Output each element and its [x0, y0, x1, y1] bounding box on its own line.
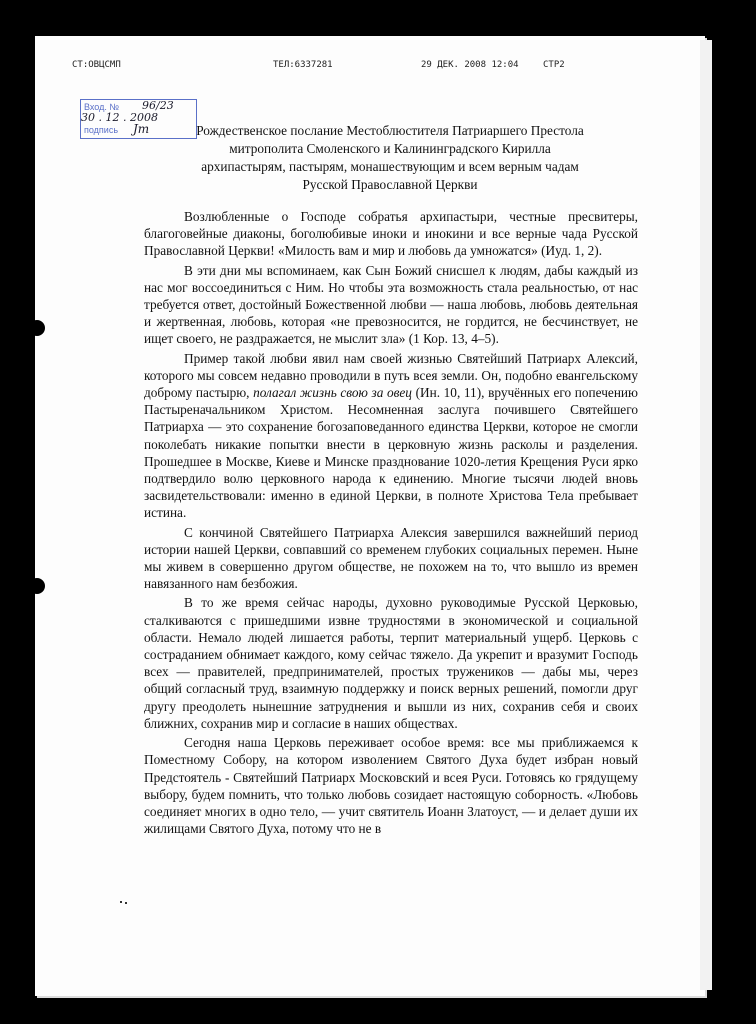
- title-line-2: митрополита Смоленского и Калининградского Кирилла: [229, 141, 551, 156]
- title-line-4: Русской Православной Церкви: [302, 177, 478, 192]
- paragraph-local-council: Сегодня наша Церковь переживает особое время: все мы приближаемся к Поместному Собору, на котором изволением Святого Духа будет избран новый Предстоятель - Святейший Патриарх Московский и всея Руси. Готовясь ко грядущему выбору, будем помнить, что только любовь созидает настоящую соборность. «Любовь соединяет многих в одно тело, — учит святитель Иоанн Златоуст, — и делает души их жилищами Святого Духа, потому что не в: [144, 735, 638, 837]
- paragraph-text: (Ин. 10, 11), вручённых его попечению Пастыреначальником Христом. Несомненная заслуга почившего Святейшего Патриарха — это сохранение богозаповеданного единства Церкви, которое не смогли поколебать никакие попытки внести в церковную жизнь расколы и разделения. Прошедшее в Москве, Киеве и Минске празднование 1020-летия Крещения Руси ярко подтвердило волю церковного народа к единению. Многие тысячи людей вновь засвидетельствовали: именно в единой Церкви, в полноте Христова Тела пребывает истина.: [144, 385, 638, 521]
- title-line-3: архипастырям, пастырям, монашествующим и всем верным чадам: [201, 159, 579, 174]
- scan-speck: [120, 901, 122, 903]
- fax-date: 29 ДЕК. 2008 12:04: [421, 60, 519, 70]
- paragraph-incarnation: В эти дни мы вспоминаем, как Сын Божий снисшел к людям, дабы каждый из нас мог воссоединиться с Ним. Но чтобы эта возможность стала реальностью, от нас требуется ответ, достойный Божественной любви — наша любовь, любовь деятельная и жертвенная, любовь, которая «не превозносится, не гордится, не бесчинствует, не ищет своего, не раздражается, не мыслит зла» (1 Кор. 13, 4–5).: [144, 262, 638, 347]
- stamp-signature: Jm: [133, 122, 150, 136]
- title-line-1: Рождественское послание Местоблюстителя Патриаршего Престола: [196, 123, 584, 138]
- document-title: [155, 122, 625, 194]
- scan-speck: [125, 902, 127, 904]
- paragraph-end-of-era: С кончиной Святейшего Патриарха Алексия завершился важнейший период истории нашей Церкви, совпавший со временем глубоких социальных перемен. Ныне мы живем в совершенно другом обществе, не похожем на то, что вышло из времен навязанного нам безбожия.: [144, 524, 638, 592]
- paragraph-text: Пример такой любви явил нам своей жизнью Святейший Патриарх Алексий, которого мы совсем недавно проводили в путь всея земли. Он, подобно евангельскому доброму пастырю,: [144, 350, 638, 401]
- paragraph-patriarch-alexy: [144, 350, 638, 522]
- document-page: [35, 36, 705, 996]
- page-edge-shadow: [700, 40, 712, 990]
- italic-quote: полагал жизнь свою за овец: [253, 385, 412, 401]
- fax-page-number: СТР2: [543, 60, 565, 70]
- document-body: [144, 208, 638, 839]
- paragraph-hardships: В то же время сейчас народы, духовно руководимые Русской Церковью, сталкиваются с пришедшими извне трудностями в экономической и социальной области. Немало людей лишается работы, терпит материальный ущерб. Церковь с состраданием обнимает каждого, кому сейчас тяжело. Да укрепит и вразумит Господь всех — правителей, предпринимателей, простых тружеников — дабы мы, через общий согласный труд, взаимную поддержку и поиск верных решений, помогли друг другу преодолеть нынешние затруднения и вышли из них, сохранив себя и своих ближних, сохранив мир и согласие в наших обществах.: [144, 595, 638, 731]
- punch-hole: [29, 320, 45, 336]
- paragraph-greeting: Возлюбленные о Господе собратья архипастыри, честные пресвитеры, благоговейные диаконы, боголюбивые иноки и инокини и все верные чада Русской Православной Церкви! «Милость вам и мир и любовь да умножатся» (Иуд. 1, 2).: [144, 209, 638, 259]
- stamp-incoming-label: Вход. №: [84, 102, 120, 112]
- stamp-date: 30 . 12 . 2008: [81, 111, 158, 124]
- stamp-signature-label: подпись: [84, 125, 119, 135]
- punch-hole: [29, 578, 45, 594]
- stamp-incoming-number: 96/23: [142, 99, 174, 112]
- fax-sender: CT:OBЦCMП: [72, 60, 121, 70]
- fax-phone: ТЕЛ:6337281: [273, 60, 333, 70]
